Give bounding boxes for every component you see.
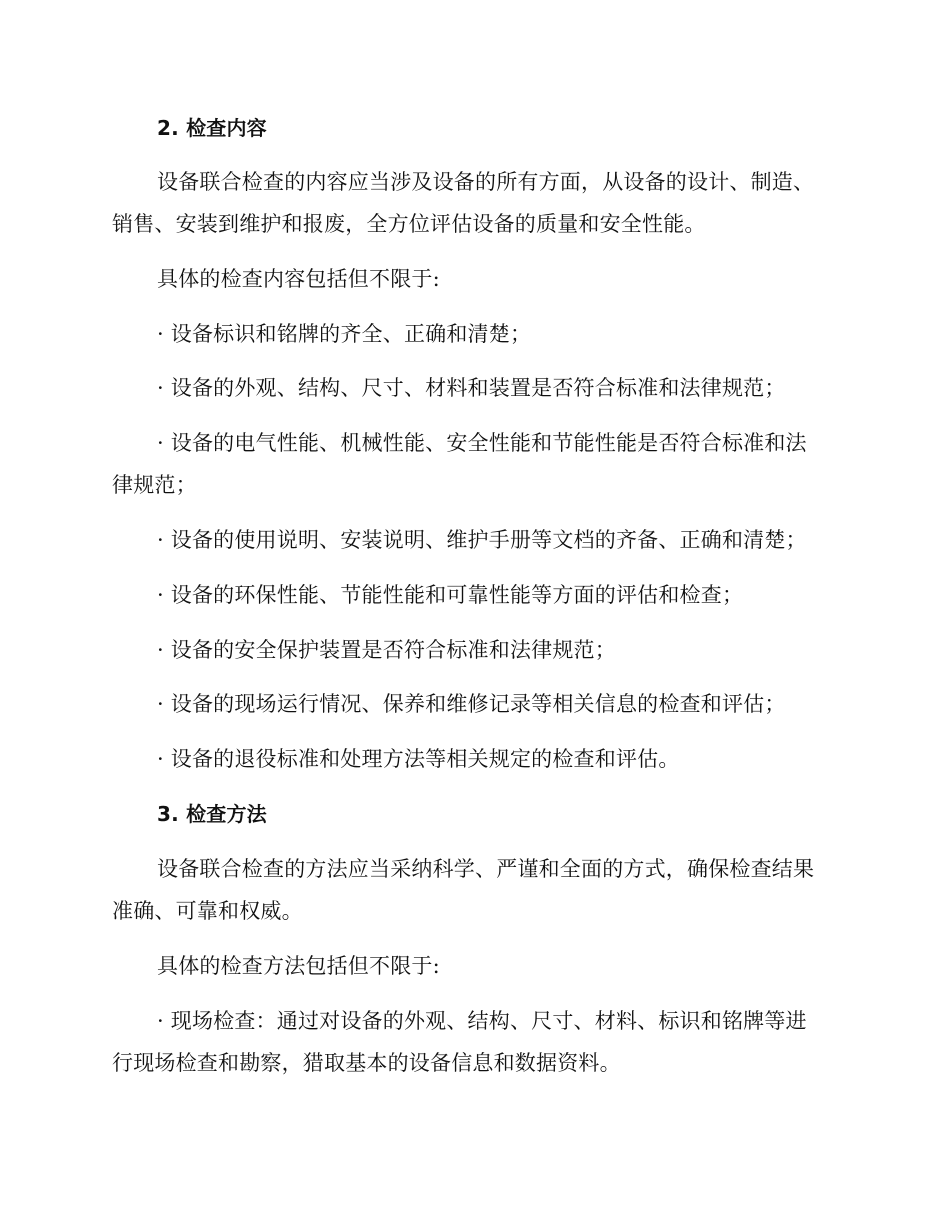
list-item: · 设备的电气性能、机械性能、安全性能和节能性能是否符合标准和法 — [157, 431, 807, 455]
list-item: · 设备的环保性能、节能性能和可靠性能等方面的评估和检查； — [157, 583, 744, 607]
list-item: · 设备标识和铭牌的齐全、正确和清楚； — [157, 322, 532, 346]
list-item: · 设备的外观、结构、尺寸、材料和装置是否符合标准和法律规范； — [157, 376, 786, 400]
list-item: · 设备的安全保护装置是否符合标准和法律规范； — [157, 638, 616, 662]
section-heading: 3. 检查方法 — [157, 802, 267, 826]
section-heading: 2. 检查内容 — [157, 116, 267, 140]
paragraph-line: 具体的检查内容包括但不限于: — [157, 267, 440, 291]
list-item: · 设备的现场运行情况、保养和维修记录等相关信息的检查和评估； — [157, 692, 786, 716]
paragraph-line: 销售、安装到维护和报废，全方位评估设备的质量和安全性能。 — [112, 212, 706, 236]
list-item-continuation: 行现场检查和勘察，猎取基本的设备信息和数据资料。 — [112, 1051, 621, 1075]
paragraph-line: 准确、可靠和权威。 — [112, 899, 303, 923]
list-item-continuation: 律规范； — [112, 473, 197, 497]
list-item: · 现场检查：通过对设备的外观、结构、尺寸、材料、标识和铭牌等进 — [157, 1009, 807, 1033]
list-item: · 设备的退役标准和处理方法等相关规定的检查和评估。 — [157, 747, 680, 771]
list-item: · 设备的使用说明、安装说明、维护手册等文档的齐备、正确和清楚； — [157, 528, 807, 552]
paragraph-line: 设备联合检查的方法应当采纳科学、严谨和全面的方式，确保检查结果 — [157, 857, 815, 881]
paragraph-line: 具体的检查方法包括但不限于: — [157, 954, 440, 978]
paragraph-line: 设备联合检查的内容应当涉及设备的所有方面，从设备的设计、制造、 — [157, 170, 815, 194]
